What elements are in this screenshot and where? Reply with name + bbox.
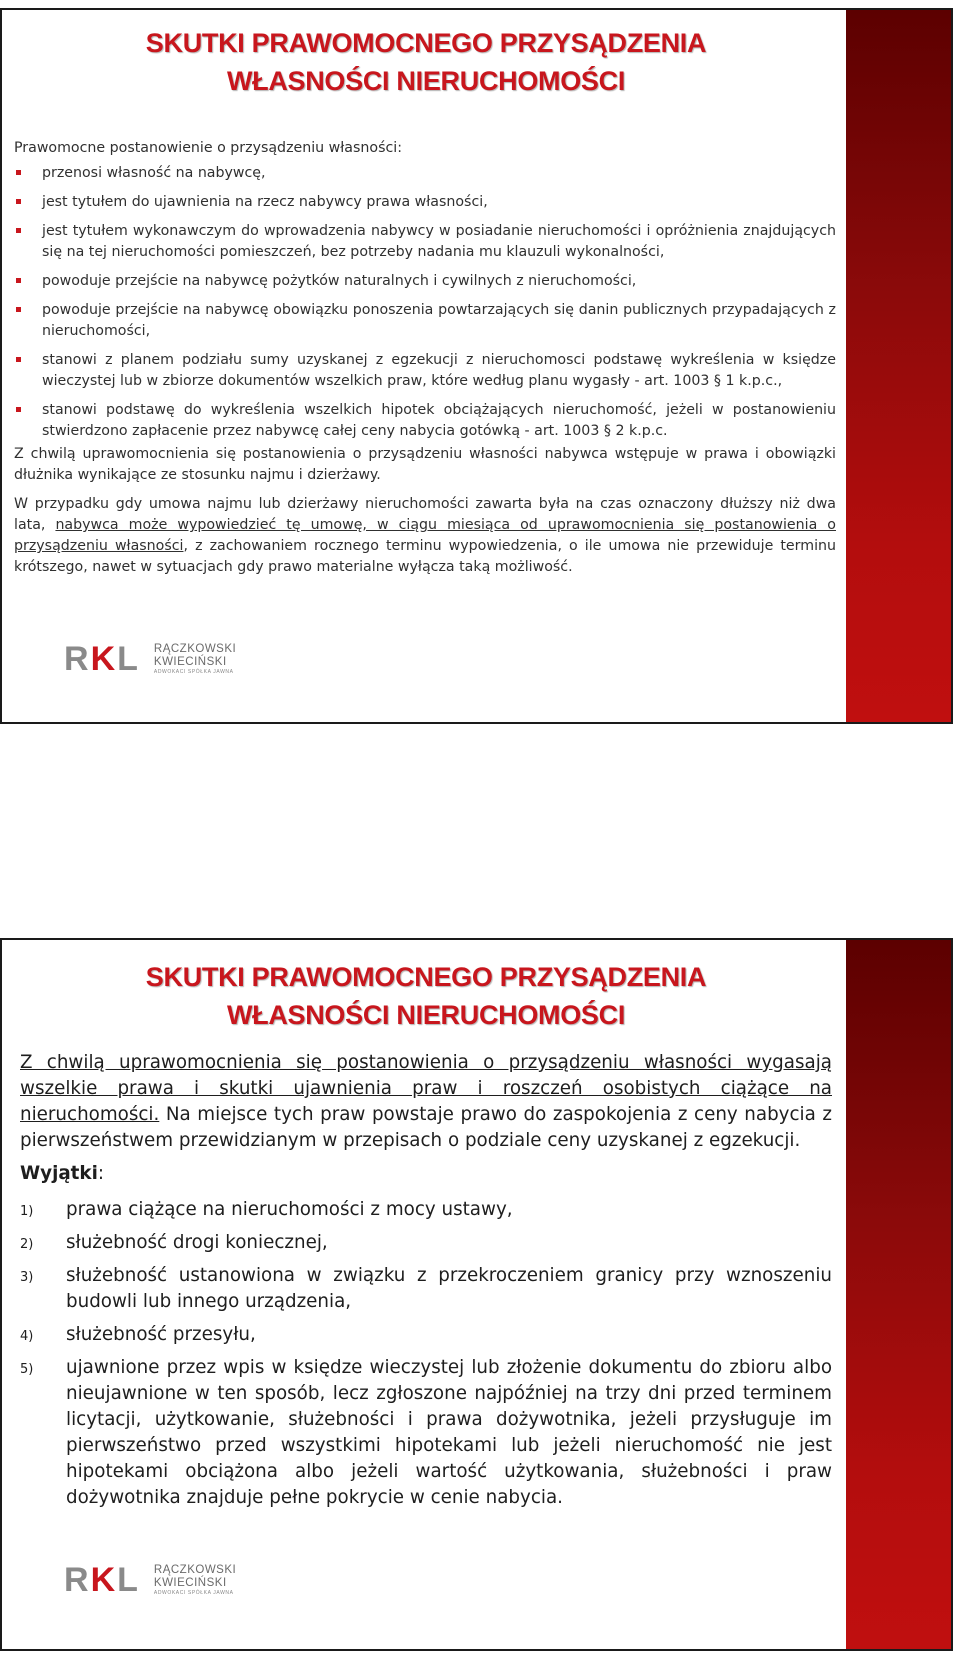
square-bullet-icon bbox=[16, 357, 21, 362]
paragraph-tenancy: Z chwilą uprawomocnienia się postanowienia o przysądzeniu własności nabywca wstępuje w prawa i obowiązki dłużnika wynikające ze stosunku najmu i dzierżawy. bbox=[14, 446, 836, 483]
list-item: 1) prawa ciążące na nieruchomości z mocy ustawy, bbox=[20, 1197, 832, 1223]
item-number: 5) bbox=[20, 1362, 34, 1377]
slide-1 bbox=[0, 8, 953, 724]
logo-subtitle: ADWOKACI SPÓŁKA JAWNA bbox=[153, 1590, 234, 1596]
slide-content bbox=[2, 940, 850, 1649]
paragraph-expiry: Z chwilą uprawomocnienia się postanowienia o przysądzeniu własności wygasają wszelkie prawa i skutki ujawnienia praw i roszczeń osobistych ciążące na nieruchomości. Na miejsce tych praw powstaje prawo do zaspokojenia z ceny nabycia z pierwszeństwem przewidzianym w przepisach o podziale ceny uzyskanej z egzekucji. bbox=[20, 1052, 832, 1151]
slide-title bbox=[2, 958, 850, 1034]
square-bullet-icon bbox=[16, 228, 21, 233]
company-logo bbox=[64, 1561, 236, 1600]
title-line-2: WŁASNOŚCI NIERUCHOMOŚCI bbox=[226, 1000, 626, 1030]
list-item: 5) ujawnione przez wpis w księdze wieczystej lub złożenie dokumentu do zbioru albo nieujawnione w ten sposób, lecz zgłoszone najpóźniej na trzy dni przed terminem licytacji, użytkowanie, służebności i prawa dożywotnika, jeżeli przysługuje im pierwszeństwo przed wszystkimi hipotekami lub jeżeli nieruchomość nie jest hipotekami obciążona albo jeżeli wartość użytkowania, służebności i praw dożywotnika znajduje pełne pokrycie w cenie nabycia. bbox=[20, 1357, 832, 1508]
effects-list bbox=[14, 163, 836, 442]
list-item: stanowi z planem podziału sumy uzyskanej z egzekucji z nieruchomosci podstawę wykreślenia w księdze wieczystej lub w zbiorze dokumentów wszelkich praw, które według planu wygasły - art. 1003 § 1 k.p.c., bbox=[14, 350, 836, 392]
logo-names bbox=[154, 1564, 236, 1597]
list-item: jest tytułem wykonawczym do wprowadzenia nabywcy w posiadanie nieruchomości i opróżnienia znajdujących się na tej nieruchomości pomieszczeń, bez potrzeby nadania mu klauzuli wykonalności, bbox=[14, 221, 836, 263]
title-line-2: WŁASNOŚCI NIERUCHOMOŚCI bbox=[226, 66, 626, 96]
list-item: 3) służebność ustanowiona w związku z przekroczeniem granicy przy wznoszeniu budowli lub innego urządzenia, bbox=[20, 1265, 832, 1312]
logo-name-1: RĄCZKOWSKI bbox=[153, 643, 237, 655]
title-line-1: SKUTKI PRAWOMOCNEGO PRZYSĄDZENIA bbox=[145, 28, 707, 58]
exceptions-list bbox=[20, 1197, 832, 1511]
intro-text: Prawomocne postanowienie o przysądzeniu własności: bbox=[14, 140, 402, 156]
underlined-text: Z chwilą uprawomocnienia się postanowienia o przysądzeniu własności wygasają wszelkie prawa i skutki ujawnienia praw i roszczeń osobistych ciążące na nieruchomości. bbox=[20, 1052, 832, 1125]
underlined-text: nabywca może wypowiedzieć tę umowę, w ciągu miesiąca od uprawomocnienia się postanowienia o przysądzeniu własności bbox=[14, 517, 836, 554]
square-bullet-icon bbox=[16, 407, 21, 412]
slide-title bbox=[2, 24, 850, 100]
title-line-1: SKUTKI PRAWOMOCNEGO PRZYSĄDZENIA bbox=[145, 962, 707, 992]
logo-name-2: KWIECIŃSKI bbox=[153, 1577, 227, 1589]
item-number: 1) bbox=[20, 1204, 34, 1219]
list-item: powoduje przejście na nabywcę obowiązku ponoszenia powtarzających się danin publicznych przypadających z nieruchomości, bbox=[14, 300, 836, 342]
item-number: 4) bbox=[20, 1329, 34, 1344]
item-number: 3) bbox=[20, 1270, 34, 1285]
square-bullet-icon bbox=[16, 278, 21, 283]
list-item: jest tytułem do ujawnienia na rzecz nabywcy prawa własności, bbox=[14, 192, 836, 213]
slide-body bbox=[14, 138, 836, 578]
square-bullet-icon bbox=[16, 170, 21, 175]
paragraph-termination: W przypadku gdy umowa najmu lub dzierżawy nieruchomości zawarta była na czas oznaczony dłuższy niż dwa lata, nabywca może wypowiedzieć tę umowę, w ciągu miesiąca od uprawomocnienia się postanowienia o przysądzeniu własności, z zachowaniem rocznego terminu wypowiedzenia, o ile umowa nie przewiduje terminu krótszego, nawet w sytuacjach gdy prawo materialne wyłącza taką możliwość. bbox=[14, 496, 836, 575]
exceptions-heading: Wyjątki: bbox=[20, 1163, 105, 1184]
list-item: 2) służebność drogi koniecznej, bbox=[20, 1230, 832, 1256]
slide-2 bbox=[0, 938, 953, 1651]
list-item: 4) służebność przesyłu, bbox=[20, 1322, 832, 1348]
square-bullet-icon bbox=[16, 307, 21, 312]
logo-name-1: RĄCZKOWSKI bbox=[153, 1564, 237, 1576]
logo-mark: RKL bbox=[64, 640, 140, 678]
decorative-side-band bbox=[846, 10, 951, 722]
item-number: 2) bbox=[20, 1237, 34, 1252]
logo-mark: RKL bbox=[64, 1561, 140, 1599]
square-bullet-icon bbox=[16, 199, 21, 204]
logo-names bbox=[154, 643, 236, 676]
slide-body bbox=[20, 1050, 832, 1518]
list-item: stanowi podstawę do wykreślenia wszelkich hipotek obciążających nieruchomość, jeżeli w postanowieniu stwierdzono zapłacenie przez nabywcę całej ceny nabycia gotówką - art. 1003 § 2 k.p.c. bbox=[14, 400, 836, 442]
list-item: przenosi własność na nabywcę, bbox=[14, 163, 836, 184]
slide-content bbox=[2, 10, 850, 722]
list-item: powoduje przejście na nabywcę pożytków naturalnych i cywilnych z nieruchomości, bbox=[14, 271, 836, 292]
logo-name-2: KWIECIŃSKI bbox=[153, 656, 227, 668]
company-logo bbox=[64, 640, 236, 679]
logo-subtitle: ADWOKACI SPÓŁKA JAWNA bbox=[153, 669, 234, 675]
decorative-side-band bbox=[846, 940, 951, 1649]
